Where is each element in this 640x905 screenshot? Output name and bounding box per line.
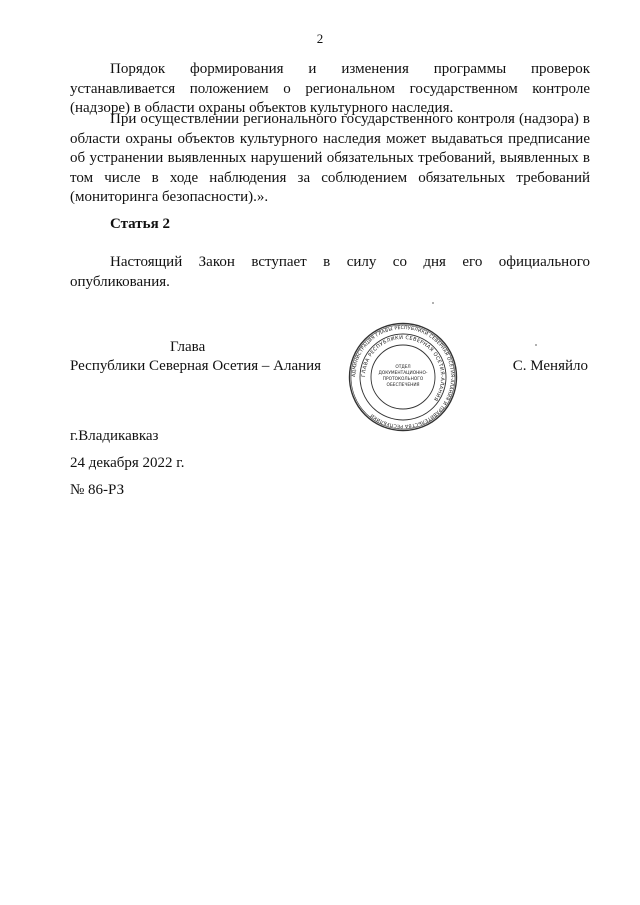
paragraph-inspection-program: Порядок формирования и изменения программы проверок устанавливается положением о региональном государственном контроле (надзоре) в области охраны объектов культурного наследия. [70, 61, 590, 116]
scan-speck [535, 344, 537, 346]
paragraph-state-control: При осуществлении регионального государственного контроля (надзора) в области охраны объектов культурного наследия может выдаваться предписание об устранении выявленных нарушений обязательных требований, выявленных в том числе в ходе наблюдения за соблюдением обязательных требований (мониторинга безопасности).». [70, 111, 590, 205]
seal-center-line: ДОКУМЕНТАЦИОННО- [378, 371, 428, 376]
seal-center-line: ПРОТОКОЛЬНОГО [382, 377, 424, 382]
paragraph-entry-into-force: Настоящий Закон вступает в силу со дня его официального опубликования. [70, 254, 590, 290]
article-title: Статья 2 [110, 216, 170, 232]
signing-date: 24 декабря 2022 г. [70, 455, 185, 471]
scan-speck [432, 302, 434, 304]
seal-center-line: ОБЕСПЕЧЕНИЯ [386, 383, 420, 388]
page-number: 2 [316, 31, 324, 46]
signatory-name: С. Меняйло [512, 358, 588, 374]
seal-inner-text: ГЛАВА РЕСПУБЛИКИ СЕВЕРНАЯ ОСЕТИЯ-АЛАНИЯ [360, 334, 446, 403]
signatory-title: Глава [170, 339, 206, 355]
law-number: № 86-РЗ [70, 482, 125, 498]
seal-outer-text: АДМИНИСТРАЦИЯ ГЛАВЫ РЕСПУБЛИКИ СЕВЕРНАЯ ОСЕТИЯ-АЛАНИЯ И ПРАВИТЕЛЬСТВА РЕСПУБЛИКИ [351, 325, 455, 429]
signatory-organization: Республики Северная Осетия – Алания [70, 358, 322, 374]
signing-city: г.Владикавказ [70, 428, 159, 444]
seal-center-line: ОТДЕЛ [395, 365, 411, 370]
official-seal-stamp [348, 322, 458, 432]
seal-center-text [379, 364, 428, 388]
